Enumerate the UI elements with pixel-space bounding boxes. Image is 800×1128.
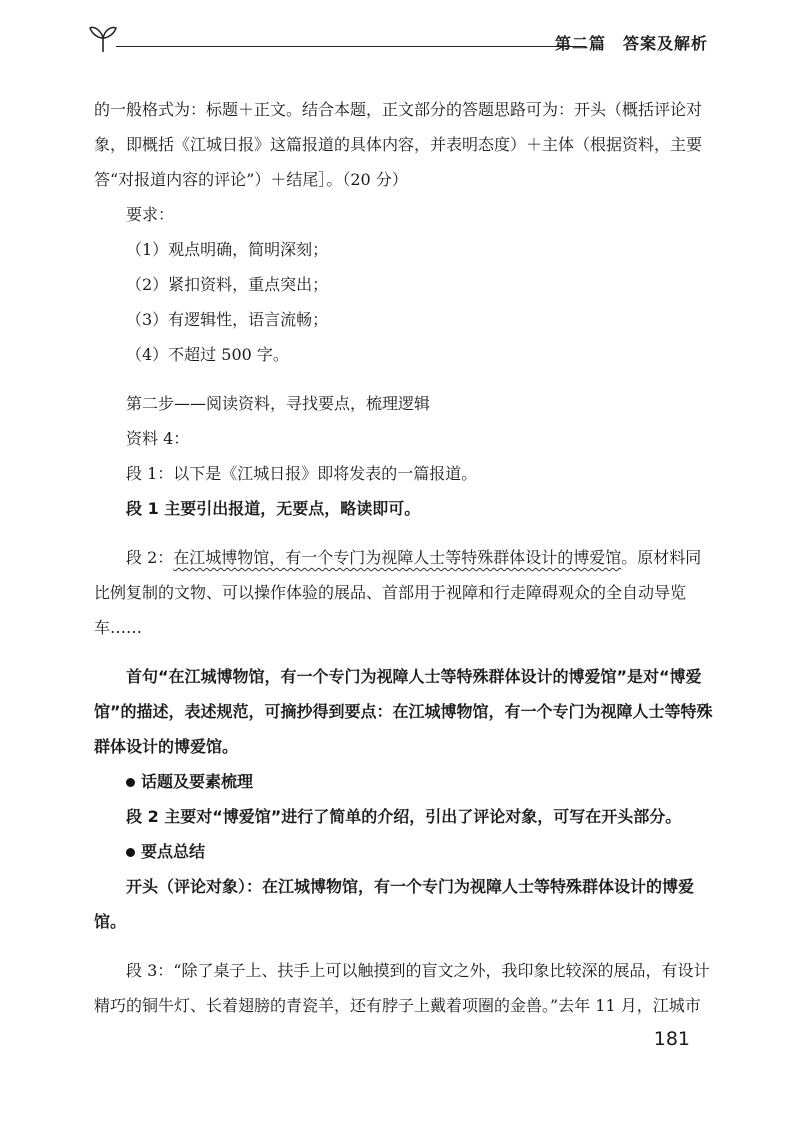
page-number: 181 [653,1028,690,1050]
segment-2-rest: 。原材料同比例复制的文物、可以操作体验的展品、首部用于视障和行走障碍观众的全自动导览车…… [94,548,702,637]
bullet-icon [126,778,135,787]
segment-2-key-sentence: 在江城博物馆，有一个专门为视障人士等特殊群体设计的博爱馆 [173,548,622,567]
requirements-heading: 要求： [126,205,175,224]
segment-2-analysis: 首句“在江城博物馆，有一个专门为视障人士等特殊群体设计的博爱馆”是对“博爱馆”的描述，表述规范，可摘抄得到要点：在江城博物馆，有一个专门为视障人士等特殊群体设计的博爱馆。 [94,667,713,756]
segment-1-text: 段 1：以下是《江城日报》即将发表的一篇报道。 [126,464,478,483]
topic-text: 段 2 主要对“博爱馆”进行了简单的介绍，引出了评论对象，可写在开头部分。 [126,807,682,826]
requirement-item: （4）不超过 500 字。 [126,345,289,364]
segment-2-prefix: 段 2： [126,548,174,567]
running-header [88,20,708,60]
segment-3-text: 段 3：“除了桌子上、扶手上可以触摸到的盲文之外，我印象比较深的展品，有设计精巧的铜牛灯、长着翅膀的青瓷羊，还有脖子上戴着项圈的金兽。”去年 11 月，江城市 [94,961,710,1015]
bullet-icon [126,848,135,857]
summary-heading [94,834,714,869]
summary-heading-label: 要点总结 [141,842,206,861]
requirement-item: （1）观点明确，简明深刻； [126,240,329,259]
body-text [94,92,714,1023]
paragraph-format: 的一般格式为：标题＋正文。结合本题，正文部分的答题思路可为：开头（概括评论对象，即概括《江城日报》这篇报道的具体内容，并表明态度）＋主体（根据资料，主要答“对报道内容的评论”）＋结尾］。（20 分） [94,100,703,189]
step-heading: 第二步——阅读资料，寻找要点，梳理逻辑 [126,394,431,413]
topic-heading-label: 话题及要素梳理 [141,772,254,791]
segment-1-analysis: 段 1 主要引出报道，无要点，略读即可。 [126,499,421,518]
requirement-item: （2）紧扣资料，重点突出； [126,275,329,294]
section-title: 第二篇 答案及解析 [554,34,708,53]
topic-heading [94,764,714,799]
summary-text: 开头（评论对象）：在江城博物馆，有一个专门为视障人士等特殊群体设计的博爱馆。 [94,877,695,931]
segment-2-text [94,540,714,645]
sprout-icon [88,20,118,54]
material-label: 资料 4： [126,429,190,448]
requirement-item: （3）有逻辑性，语言流畅； [126,310,329,329]
header-rule [116,46,586,47]
